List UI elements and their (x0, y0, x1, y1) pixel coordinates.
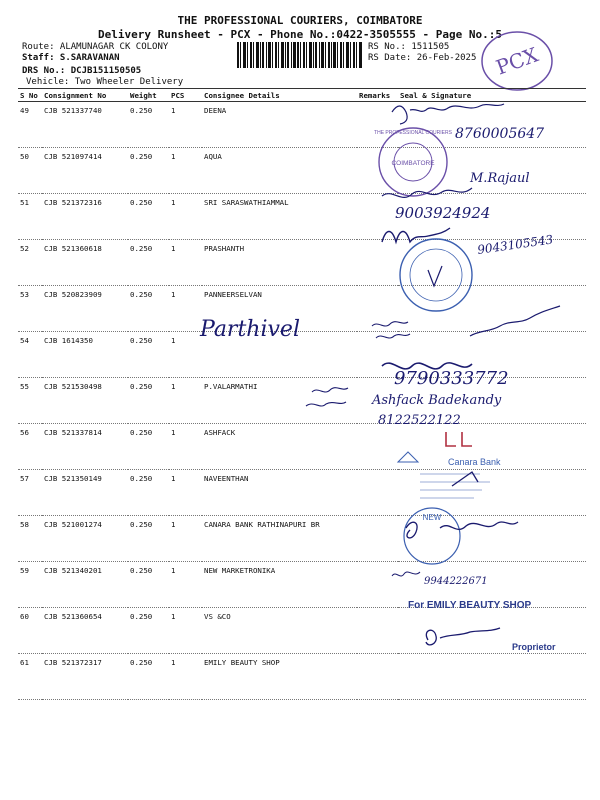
cell-consignee: NAVEENTHAN (202, 470, 357, 516)
runsheet-table (18, 88, 586, 700)
cell-weight: 0.250 (128, 286, 169, 332)
cell-consignment: CJB 521340201 (42, 562, 128, 608)
col-consignment: Consignment No (42, 89, 128, 102)
cell-remarks (357, 194, 398, 240)
cell-sno: 56 (18, 424, 42, 470)
cell-sno: 61 (18, 654, 42, 700)
cell-signature (398, 654, 586, 700)
cell-consignee: DEENA (202, 102, 357, 148)
cell-sno: 52 (18, 240, 42, 286)
cell-consignment: CJB 1614350 (42, 332, 128, 378)
cell-pcs: 1 (169, 470, 202, 516)
drs-number: DRS No.: DCJB151150505 (22, 66, 142, 76)
cell-pcs: 1 (169, 102, 202, 148)
cell-consignment: CJB 521001274 (42, 516, 128, 562)
cell-consignee: ASHFACK (202, 424, 357, 470)
cell-weight: 0.250 (128, 654, 169, 700)
table-row (18, 286, 586, 332)
cell-pcs: 1 (169, 240, 202, 286)
name-51: M.Rajaul (470, 171, 530, 186)
cell-sno: 59 (18, 562, 42, 608)
cell-consignee: EMILY BEAUTY SHOP (202, 654, 357, 700)
cell-signature (398, 424, 586, 470)
cell-weight: 0.250 (128, 470, 169, 516)
table-row (18, 240, 586, 286)
cell-consignment: CJB 521097414 (42, 148, 128, 194)
col-sno: S No (18, 89, 42, 102)
cell-consignment: CJB 521337814 (42, 424, 128, 470)
pcx-stamp-text: PCX (492, 42, 542, 80)
cell-consignee: VS &CO (202, 608, 357, 654)
cell-consignee: AQUA (202, 148, 357, 194)
proprietor-label: Proprietor (512, 642, 556, 652)
col-pcs: PCS (169, 89, 202, 102)
cell-weight: 0.250 (128, 424, 169, 470)
cell-consignment: CJB 521350149 (42, 470, 128, 516)
rs-date: RS Date: 26-Feb-2025 (368, 53, 477, 63)
rs-number: RS No.: 1511505 (368, 42, 450, 52)
cell-remarks (357, 286, 398, 332)
stamp-coimbatore-text: COIMBATORE (391, 160, 435, 167)
cell-consignee: NEW MARKETRONIKA (202, 562, 357, 608)
phone-60: 9944222671 (424, 576, 488, 587)
cell-remarks (357, 148, 398, 194)
cell-consignment: CJB 521372317 (42, 654, 128, 700)
table-row (18, 562, 586, 608)
cell-signature (398, 148, 586, 194)
cell-signature (398, 240, 586, 286)
signature-56: Ashfack Badekandy (372, 393, 502, 408)
cell-pcs: 1 (169, 332, 202, 378)
cell-weight: 0.250 (128, 102, 169, 148)
cell-weight: 0.250 (128, 148, 169, 194)
cell-signature (398, 102, 586, 148)
cell-signature (398, 516, 586, 562)
table-row (18, 470, 586, 516)
cell-remarks (357, 378, 398, 424)
cell-sno: 50 (18, 148, 42, 194)
cell-remarks (357, 240, 398, 286)
phone-55: 9790333772 (394, 368, 509, 389)
table-row (18, 654, 586, 700)
col-seal-signature: Seal & Signature (398, 89, 586, 102)
col-weight: Weight (128, 89, 169, 102)
cell-sno: 57 (18, 470, 42, 516)
signature-54: Parthivel (200, 317, 300, 342)
cell-weight: 0.250 (128, 240, 169, 286)
cell-weight: 0.250 (128, 562, 169, 608)
cell-remarks (357, 424, 398, 470)
cell-remarks (357, 102, 398, 148)
cell-pcs: 1 (169, 378, 202, 424)
cell-sno: 53 (18, 286, 42, 332)
stamp-courier-text: THE PROFESSIONAL COURIERS (374, 130, 452, 136)
cell-consignee: SRI SARASWATHIAMMAL (202, 194, 357, 240)
vehicle-label: Vehicle: Two Wheeler Delivery (26, 77, 184, 87)
barcode-icon (237, 42, 362, 68)
cell-signature (398, 562, 586, 608)
cell-remarks (357, 562, 398, 608)
cell-pcs: 1 (169, 654, 202, 700)
table-row (18, 608, 586, 654)
cell-sno: 60 (18, 608, 42, 654)
col-consignee: Consignee Details (202, 89, 357, 102)
cell-weight: 0.250 (128, 332, 169, 378)
cell-signature (398, 286, 586, 332)
table-row (18, 102, 586, 148)
cell-consignment: CJB 521360654 (42, 608, 128, 654)
runsheet-title: THE PROFESSIONAL COURIERS, COIMBATORE (177, 14, 423, 27)
cell-consignment: CJB 521337740 (42, 102, 128, 148)
canara-stamp-text: Canara Bank (448, 457, 501, 467)
runsheet-subtitle: Delivery Runsheet - PCX - Phone No.:0422-3505555 - Page No.:5 (98, 28, 502, 41)
cell-pcs: 1 (169, 608, 202, 654)
cell-pcs: 1 (169, 424, 202, 470)
cell-sno: 49 (18, 102, 42, 148)
table-row (18, 148, 586, 194)
cell-sno: 55 (18, 378, 42, 424)
cell-consignee (202, 332, 357, 378)
cell-weight: 0.250 (128, 608, 169, 654)
phone-51: 9003924924 (395, 204, 491, 222)
cell-consignee: PRASHANTH (202, 240, 357, 286)
cell-sno: 51 (18, 194, 42, 240)
staff-label: Staff: S.SARAVANAN (22, 53, 120, 63)
table-row (18, 424, 586, 470)
phone-49: 8760005647 (455, 126, 545, 142)
cell-signature (398, 332, 586, 378)
cell-consignee: PANNEERSELVAN (202, 286, 357, 332)
cell-signature (398, 378, 586, 424)
cell-consignee: CANARA BANK RATHINAPURI BR (202, 516, 357, 562)
cell-signature (398, 470, 586, 516)
cell-consignment: CJB 521372316 (42, 194, 128, 240)
phone-56: 8122522122 (378, 413, 461, 428)
cell-remarks (357, 332, 398, 378)
table-row (18, 194, 586, 240)
cell-weight: 0.250 (128, 194, 169, 240)
phone-52: 9043105543 (476, 232, 555, 257)
cell-sno: 54 (18, 332, 42, 378)
cell-signature (398, 194, 586, 240)
new-stamp-text: NEW (422, 513, 442, 522)
cell-consignee: P.VALARMATHI (202, 378, 357, 424)
cell-signature (398, 608, 586, 654)
cell-remarks (357, 516, 398, 562)
cell-remarks (357, 470, 398, 516)
cell-consignment: CJB 521360618 (42, 240, 128, 286)
cell-weight: 0.250 (128, 516, 169, 562)
shop-stamp-text: For EMILY BEAUTY SHOP (408, 600, 532, 611)
cell-pcs: 1 (169, 148, 202, 194)
cell-weight: 0.250 (128, 378, 169, 424)
table-row (18, 378, 586, 424)
cell-consignment: CJB 521530498 (42, 378, 128, 424)
cell-remarks (357, 608, 398, 654)
cell-pcs: 1 (169, 286, 202, 332)
cell-pcs: 1 (169, 194, 202, 240)
cell-sno: 58 (18, 516, 42, 562)
pcx-stamp (478, 28, 556, 94)
col-remarks: Remarks (357, 89, 398, 102)
cell-consignment: CJB 520823909 (42, 286, 128, 332)
cell-pcs: 1 (169, 516, 202, 562)
cell-pcs: 1 (169, 562, 202, 608)
route-label: Route: ALAMUNAGAR CK COLONY (22, 42, 169, 52)
table-row (18, 516, 586, 562)
table-row (18, 332, 586, 378)
table-header-row (18, 89, 586, 102)
cell-remarks (357, 654, 398, 700)
